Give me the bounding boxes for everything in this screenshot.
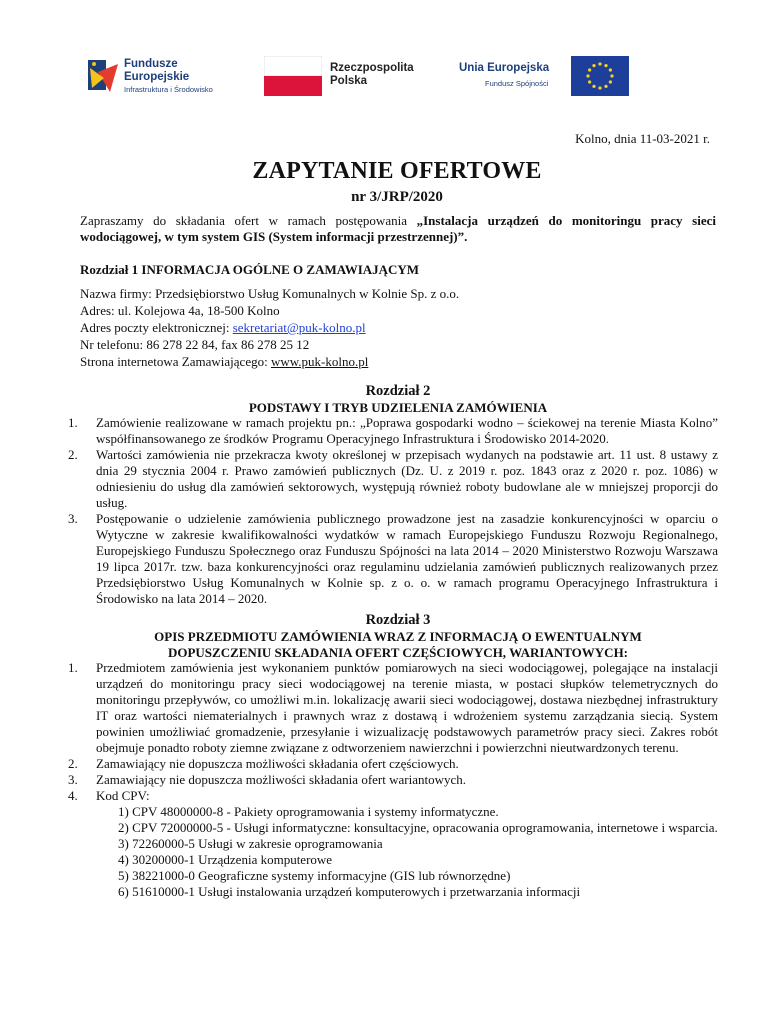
phone-fax: Nr telefonu: 86 278 22 84, fax 86 278 25 12 <box>80 337 310 352</box>
website-label: Strona internetowa Zamawiającego: <box>80 354 271 369</box>
section-3-title-line-2: DOPUSZCZENIU SKŁADANIA OFERT CZĘŚCIOWYCH, WARIANTOWYCH: <box>167 645 629 660</box>
list-number: 3. <box>68 511 78 526</box>
company-address: Adres: ul. Kolejowa 4a, 18-500 Kolno <box>80 303 280 318</box>
rp-logo-text-2: Polska <box>330 75 368 87</box>
fe-logo-text-1: Fundusze <box>124 58 178 70</box>
cpv-item: 4) 30200000-1 Urządzenia komputerowe <box>118 852 333 867</box>
ue-logo-text-1: Unia Europejska <box>459 62 550 74</box>
email-link[interactable]: sekretariat@puk-kolno.pl <box>232 320 366 335</box>
fe-logo-text-2: Europejskie <box>124 71 190 83</box>
section-3-title-line-1: OPIS PRZEDMIOTU ZAMÓWIENIA WRAZ Z INFORMACJĄ O EWENTUALNYM <box>154 629 642 644</box>
contact-info <box>80 285 459 370</box>
section-2-number: Rozdział 2 <box>365 383 431 399</box>
fe-logo-text-3: Infrastruktura i Środowisko <box>124 85 213 94</box>
list-number: 1. <box>68 660 78 675</box>
section-3-number: Rozdział 3 <box>365 612 431 628</box>
polish-flag-icon <box>264 56 322 96</box>
list-item <box>68 756 718 772</box>
list-item-text: Kod CPV: <box>96 788 150 803</box>
cpv-item: 5) 38221000-0 Geograficzne systemy informacyjne (GIS lub równorzędne) <box>118 868 511 883</box>
list-number: 1. <box>68 415 78 430</box>
list-number: 3. <box>68 772 78 787</box>
section-1-heading: Rozdział 1 INFORMACJA OGÓLNE O ZAMAWIAJĄCYM <box>80 262 420 277</box>
document-date: Kolno, dnia 11-03-2021 r. <box>575 131 710 146</box>
list-item-text: Zamawiający nie dopuszcza możliwości składania ofert częściowych. <box>96 756 459 771</box>
cpv-item: 3) 72260000-5 Usługi w zakresie oprogramowania <box>118 836 383 851</box>
list-number: 2. <box>68 756 78 771</box>
cpv-item: 1) CPV 48000000-8 - Pakiety oprogramowania i systemy informatyczne. <box>118 804 499 819</box>
section-2-header <box>80 383 716 416</box>
document-number: nr 3/JRP/2020 <box>351 189 443 205</box>
email-row <box>80 319 459 336</box>
list-item <box>68 788 718 900</box>
rzeczpospolita-polska-logo <box>264 52 434 100</box>
list-item <box>68 772 718 788</box>
fe-emblem-icon <box>84 54 120 96</box>
logo-bar <box>84 52 644 100</box>
cpv-item: 2) CPV 72000000-5 - Usługi informatyczne: konsultacyjne, opracowania oprogramowania, internetowe i wsparcia. <box>118 820 718 835</box>
list-number: 4. <box>68 788 78 803</box>
website-row <box>80 353 459 370</box>
intro-paragraph <box>80 213 716 245</box>
section-3-header <box>80 612 716 661</box>
ue-logo-text-2: Fundusz Spójności <box>485 79 549 88</box>
list-item-text: Wartości zamówienia nie przekracza kwoty określonej w przepisach wydanych na podstawie art. 11 ust. 8 ustawy z dnia 29 stycznia 2004 r. Prawo zamówień publicznych (Dz. U. z 2019 r. poz. 1843 oraz z 2020 r. poz. 1086) w odniesieniu do usług dla zamówień sektorowych, występują również roboty budowlane ale w mniejszej proporcji do usług. <box>96 447 718 510</box>
cpv-item: 6) 51610000-1 Usługi instalowania urządzeń komputerowych i przetwarzania informacji <box>118 884 581 899</box>
list-item-text: Postępowanie o udzielenie zamówienia publicznego prowadzone jest na zasadzie konkurencyjności w oparciu o Wytyczne w zakresie kwalifikowalności wydatków w ramach Europejskiego Funduszu Rozwoju Regionalnego, Europejskiego Funduszu Społecznego oraz Funduszu Spójności na lata 2014 – 2020 Ministerstwo Rozwoju Warszawa 19 lipca 2017r. tzw. baza konkurencyjności oraz regulaminu udzielania zamówień publicznych realizowanych przez Przedsiębiorstwo Usług Komunalnych w Kolnie sp. z o. o. w ramach programu Operacyjnego Infrastruktura i Środowisko na lata 2014 – 2020. <box>96 511 718 606</box>
eu-flag-icon <box>571 56 629 96</box>
cpv-list <box>96 804 718 900</box>
intro-text: Zapraszamy do składania ofert w ramach postępowania <box>80 213 417 228</box>
list-number: 2. <box>68 447 78 462</box>
section-2-title: PODSTAWY I TRYB UDZIELENIA ZAMÓWIENIA <box>248 400 548 415</box>
section-3-list <box>68 660 718 900</box>
rp-logo-text-1: Rzeczpospolita <box>330 62 414 74</box>
company-name: Nazwa firmy: Przedsiębiorstwo Usług Komunalnych w Kolnie Sp. z o.o. <box>80 286 460 301</box>
email-label: Adres poczty elektronicznej: <box>80 320 233 335</box>
document-title: ZAPYTANIE OFERTOWE <box>252 158 542 184</box>
list-item <box>68 415 718 447</box>
fundusze-europejskie-logo <box>84 52 244 100</box>
section-2-list <box>68 415 718 607</box>
intro-project-name: „Instalacja urządzeń do monitoringu pracy sieci wodociągowej, w tym system GIS (System informacji przestrzennej)”. <box>80 213 716 244</box>
list-item-text: Zamówienie realizowane w ramach projektu pn.: „Poprawa gospodarki wodno – ściekowej na terenie Miasta Kolno” współfinansowanego ze środków Programu Operacyjnego Infrastruktura i Środowisko 2014-2020. <box>96 415 718 446</box>
website-link[interactable]: www.puk-kolno.pl <box>270 354 369 369</box>
list-item-text: Zamawiający nie dopuszcza możliwości składania ofert wariantowych. <box>96 772 466 787</box>
unia-europejska-logo <box>459 52 649 100</box>
list-item <box>68 660 718 756</box>
list-item <box>68 511 718 607</box>
list-item-text: Przedmiotem zamówienia jest wykonaniem punktów pomiarowych na sieci wodociągowej, polegające na instalacji urządzeń do monitoringu pracy sieci wodociągowej na terenie miasta, w postaci słupków telemetrycznych do monitoringu przepływów, co umożliwi m.in. lokalizację awarii sieci wodociągowej, dostawa niezbędnej infrastruktury IT oraz wartości niematerialnych i prawnych wraz z dostawą i wdrożeniem systemu zarządzania siecią. System powinien umożliwiać gromadzenie, przesyłanie i wizualizację podstawowych parametrów pracy sieci. Zakres robót obejmuje ponadto roboty ziemne związane z odtworzeniem nawierzchni i powierzchni nieutwardzonych terenu. <box>96 660 718 755</box>
list-item <box>68 447 718 511</box>
